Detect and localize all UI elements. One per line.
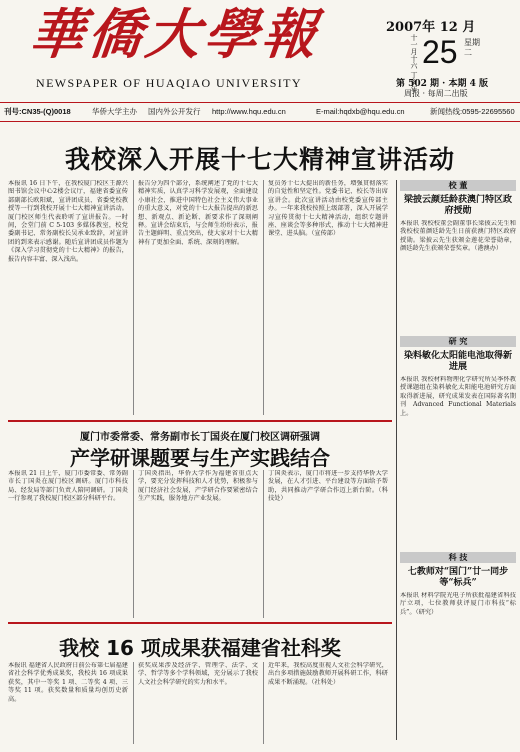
issue-day: 25 [422,34,458,70]
newspaper-english-name: NEWSPAPER OF HUAQIAO UNIVERSITY [36,76,302,90]
publication-frequency: 周报 · 每周二出版 [404,89,468,98]
weekday: 星期二 [464,38,480,57]
second-column-1: 本报讯 21 日上午，厦门市委常委、常务副市长丁国炎在厦门校区调研。厦门市科技局、经发局等部门负责人陪同调研。丁国炎一行参观了我校厦门校区部分科研平台。 [8,470,128,503]
email-link[interactable]: E-mail:hqdxb@hqu.edu.cn [316,107,405,116]
lead-column-3: 复员务十七大提出的新任务，增强贯彻落实的自觉性和坚定性。党委书记、校长等出席宣讲会。此次宣讲活动由校党委宣传部主办。一年来我校按照上级部署，深入开展学习宣传贯彻十七大精神活动，组织专题讲座、座谈会等多种形式，推动十七大精神进课堂、进头脑。（宣传部） [268,180,388,238]
section-rule [8,420,392,422]
lunar-date: 十一月十六 丁亥年 [410,34,418,93]
third-column-2: 获奖成果涉及经济学、管理学、法学、文学、哲学等多个学科领域，充分展示了我校人文社会科学研究的实力和水平。 [138,662,258,686]
column-divider [263,662,264,744]
sidebar-story2-title: 染料敏化太阳能电池取得新进展 [403,351,512,372]
sidebar-story2-body: 本报讯 我校材料物理化学研究所吴季怀教授课题组在染料敏化太阳能电池研究方面取得新进展，研究成果发表在国际著名期刊 Advanced Functional Materials 上。 [400,376,516,417]
second-column-3: 丁国炎表示，厦门市将进一步支持华侨大学发展，在人才引进、平台建设等方面给予帮助，共同推动产学研合作迈上新台阶。（科技处） [268,470,388,503]
sidebar-divider [396,180,397,740]
publication-code: 刊号:CN35-(Q)0018 [4,107,71,116]
distribution: 国内外公开发行 [148,107,201,116]
second-story-headline: 产学研课题要与生产实践结合 [70,446,330,470]
issue-year-month: 2007年 12 月 [386,20,476,35]
sidebar-tag-technology: 科 技 [400,552,516,563]
column-divider [263,470,264,618]
publisher: 华侨大学主办 [92,107,137,116]
column-divider [133,470,134,618]
sidebar [400,180,516,752]
column-divider [133,180,134,415]
lead-column-2: 报告分为四个部分，系统阐述了党的十七大精神实质，认真学习科学发展观，全面建设小康社会，推进中国特色社会主义伟大事业的重大意义，对党的十七大报告提出的新思想、新观点、新论断、新要求作了深刻阐释。宣讲会结束后，与会师生纷纷表示，报告主题鲜明、重点突出，使大家对十七大精神有了更加全面、系统、深刻的理解。 [138,180,258,246]
website-link[interactable]: http://www.hqu.edu.cn [212,107,286,116]
sidebar-tag-research: 研 究 [400,336,516,347]
issue-number: 第 502 期 · 本期 4 版 [396,79,488,89]
third-story-headline: 我校 16 项成果获福建省社科奖 [59,636,341,660]
second-column-2: 丁国炎指出，华侨大学作为福建省重点大学，要充分发挥科技和人才优势，积极参与厦门经济社会发展，产学研合作要紧密结合生产实践，服务地方产业发展。 [138,470,258,503]
sidebar-tag-trustees: 校 董 [400,180,516,191]
info-bar [0,102,520,122]
sidebar-story1-body: 本报讯 我校校董会副董事长梁披云先生和我校校董颜廷龄先生日前获澳门特区政府授勋。梁披云先生获颁金莲花荣誉勋章，颜廷龄先生获颁荣誉奖章。（港澳办） [400,220,516,253]
news-hotline: 新闻热线:0595-22695560 [430,107,515,116]
column-divider [263,180,264,415]
sidebar-story1-title: 梁披云颜廷龄获澳门特区政府授勋 [403,195,512,216]
lead-column-1: 本报讯 16 日下午，在我校厦门校区王源兴图书馆会议中心2楼会议厅，福建省委宣传部副部长欧阳斌，宣讲团成员、省委党校教授等一行到我校开展十七大精神宣讲活动。厦门校区师生代表聆听了宣讲报告。一时间，会堂门前 C 5-103 多媒体教室，校党委副书记、常务副校长吴承业致辞，对宣讲团的到来表示感谢。随后宣讲团成员作题为《深入学习贯彻党的十七大精神》的报告，报告内容丰富、深入浅出。 [8,180,128,263]
column-divider [133,662,134,744]
sidebar-story3-title: 七教师对“国门”廿一同步等“标兵” [407,567,509,588]
lead-headline: 我校深入开展十七大精神宣讲活动 [64,145,455,174]
third-column-3: 近年来，我校高度重视人文社会科学研究，出台多项措施鼓励教师开展科研工作，科研成果不断涌现。（社科处） [268,662,388,686]
sidebar-story3-body: 本报讯 材料学院光电子所获批福建省科技厅立项，七位教师获评厦门市科技“标兵”。（研究） [400,592,516,616]
second-story-kicker: 厦门市委常委、常务副市长丁国炎在厦门校区调研强调 [80,432,320,443]
third-column-1: 本报讯 福建省人民政府日前公布第七届福建省社会科学优秀成果奖，我校共 16 项成果获奖，其中一等奖 1 项、二等奖 4 项、三等奖 11 项。获奖数量和质量均创历史新高。 [8,662,128,703]
section-rule [8,622,392,624]
newspaper-title: 華僑大學報 [26,2,324,66]
